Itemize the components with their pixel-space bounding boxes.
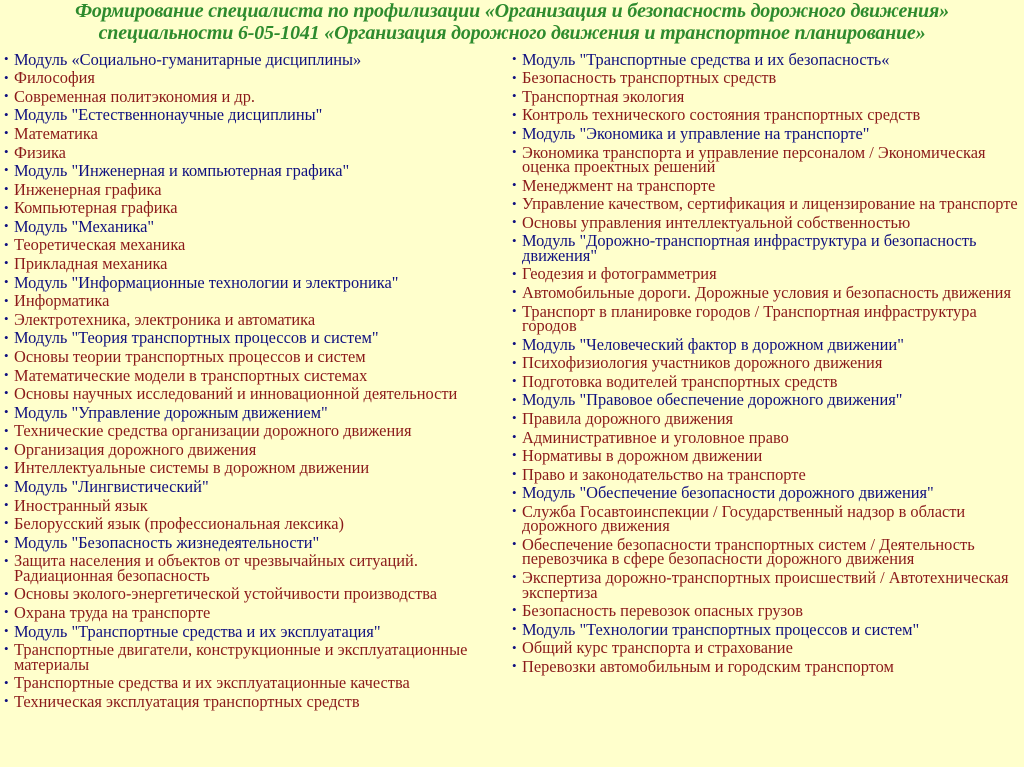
discipline-item (4, 674, 506, 693)
bullet-icon: • (4, 403, 9, 419)
bullet-icon: • (512, 639, 517, 655)
item-text: Информатика (14, 291, 110, 311)
discipline-item (512, 372, 1020, 391)
discipline-item (512, 265, 1020, 284)
bullet-icon: • (4, 674, 9, 690)
discipline-item (4, 143, 506, 162)
bullet-icon: • (4, 604, 9, 620)
bullet-icon: • (512, 658, 517, 674)
title-line-1: Формирование специалиста по профилизации «Организация и безопасность дорожного движения» (75, 0, 949, 22)
item-text: Психофизиология участников дорожного движения (522, 353, 883, 373)
module-item (4, 477, 506, 496)
title-line-2: специальности 6-05-1041 «Организация дорожного движения и транспортное планирование» (98, 22, 926, 44)
discipline-item (512, 446, 1020, 465)
item-text: Модуль "Инженерная и компьютерная графика" (14, 161, 350, 181)
discipline-item (4, 199, 506, 218)
item-text: Модуль "Транспортные средства и их безопасность« (522, 49, 890, 69)
item-text: Иностранный язык (14, 495, 148, 515)
item-text: Модуль "Технологии транспортных процессов и систем" (522, 619, 920, 639)
bullet-icon: • (4, 273, 9, 289)
bullet-icon: • (4, 329, 9, 345)
item-text: Транспортная экология (522, 86, 685, 106)
bullet-icon: • (4, 236, 9, 252)
bullet-icon: • (4, 441, 9, 457)
module-item (4, 403, 506, 422)
discipline-item (512, 143, 1020, 176)
bullet-icon: • (4, 622, 9, 638)
bullet-icon: • (512, 69, 517, 85)
bullet-icon: • (4, 311, 9, 327)
bullet-icon: • (4, 69, 9, 85)
bullet-icon: • (512, 51, 517, 66)
bullet-icon: • (4, 459, 9, 475)
discipline-item (4, 640, 506, 673)
discipline-item (512, 465, 1020, 484)
item-text: Основы эколого-энергетической устойчивости производства (14, 584, 438, 604)
discipline-item (4, 292, 506, 311)
discipline-item (512, 87, 1020, 106)
item-text: Модуль "Теория транспортных процессов и систем" (14, 328, 379, 348)
bullet-icon: • (4, 585, 9, 601)
item-text: Право и законодательство на транспорте (522, 464, 806, 484)
bullet-icon: • (4, 693, 9, 709)
bullet-icon: • (512, 410, 517, 426)
bullet-icon: • (512, 428, 517, 444)
item-text: Технические средства организации дорожного движения (14, 421, 412, 441)
discipline-item (4, 440, 506, 459)
item-text: Организация дорожного движения (14, 439, 257, 459)
item-text: Нормативы в дорожном движении (522, 446, 763, 466)
discipline-item (4, 514, 506, 533)
item-text: Автомобильные дороги. Дорожные условия и безопасность движения (522, 283, 1011, 303)
item-text: Модуль "Лингвистический" (14, 476, 209, 496)
bullet-icon: • (512, 466, 517, 482)
bullet-icon: • (4, 552, 9, 568)
bullet-icon: • (512, 621, 517, 637)
item-text: Философия (14, 68, 95, 88)
item-text: Математические модели в транспортных системах (14, 365, 368, 385)
discipline-item (4, 69, 506, 88)
item-text: Геодезия и фотограмметрия (522, 264, 717, 284)
item-text: Современная политэкономия и др. (14, 86, 256, 106)
bullet-icon: • (4, 496, 9, 512)
item-text: Основы теории транспортных процессов и систем (14, 346, 366, 366)
item-text: Основы научных исследований и инновационной деятельности (14, 384, 458, 404)
bullet-icon: • (4, 255, 9, 271)
bullet-icon: • (512, 391, 517, 407)
discipline-item (512, 195, 1020, 214)
item-text: Экспертиза дорожно-транспортных происшествий / Автотехническая экспертиза (522, 568, 1009, 602)
module-item (512, 391, 1020, 410)
bullet-icon: • (512, 302, 517, 318)
bullet-icon: • (4, 385, 9, 401)
discipline-item (4, 422, 506, 441)
bullet-icon: • (4, 181, 9, 197)
discipline-item (4, 603, 506, 622)
item-text: Физика (14, 142, 66, 162)
discipline-item (512, 428, 1020, 447)
item-text: Перевозки автомобильным и городским транспортом (522, 656, 894, 676)
discipline-item (4, 459, 506, 478)
item-text: Модуль "Обеспечение безопасности дорожного движения" (522, 483, 934, 503)
item-text: Экономика транспорта и управление персоналом / Экономическая оценка проектных решений (522, 142, 986, 177)
bullet-icon: • (512, 602, 517, 618)
bullet-icon: • (4, 534, 9, 550)
module-item (4, 533, 506, 552)
item-text: Защита населения и объектов от чрезвычайных ситуаций. Радиационная безопасность (14, 551, 418, 585)
item-text: Инженерная графика (14, 179, 162, 199)
bullet-icon: • (512, 447, 517, 463)
discipline-item (512, 409, 1020, 428)
item-text: Модуль "Дорожно-транспортная инфраструктура и безопасность движения" (522, 231, 977, 265)
discipline-item (512, 639, 1020, 658)
bullet-icon: • (512, 503, 517, 519)
item-text: Модуль "Естественнонаучные дисциплины" (14, 105, 323, 125)
bullet-icon: • (512, 195, 517, 211)
module-item (512, 620, 1020, 639)
item-text: Безопасность транспортных средств (522, 68, 777, 88)
discipline-item (512, 657, 1020, 676)
discipline-item (4, 585, 506, 604)
module-item (4, 161, 506, 180)
discipline-item (512, 213, 1020, 232)
item-text: Обеспечение безопасности транспортных систем / Деятельность перевозчика в сфере безопасности дорожного движения (522, 534, 975, 569)
module-item (512, 124, 1020, 143)
item-text: Электротехника, электроника и автоматика (14, 309, 316, 329)
module-item (4, 622, 506, 641)
bullet-icon: • (4, 292, 9, 308)
module-item (4, 329, 506, 348)
item-text: Общий курс транспорта и страхование (522, 638, 793, 658)
item-text: Менеджмент на транспорте (522, 175, 716, 195)
discipline-item (512, 283, 1020, 302)
item-text: Основы управления интеллектуальной собственностью (522, 212, 911, 232)
discipline-item (4, 384, 506, 403)
item-text: Подготовка водителей транспортных средств (522, 371, 838, 391)
item-text: Безопасность перевозок опасных грузов (522, 601, 803, 621)
discipline-item (512, 302, 1020, 335)
bullet-icon: • (512, 143, 517, 159)
bullet-icon: • (512, 354, 517, 370)
bullet-icon: • (512, 484, 517, 500)
module-item (4, 217, 506, 236)
bullet-icon: • (4, 51, 9, 66)
discipline-item (512, 502, 1020, 535)
bullet-icon: • (4, 125, 9, 141)
item-text: Техническая эксплуатация транспортных средств (14, 691, 360, 711)
bullet-icon: • (4, 218, 9, 234)
discipline-item (4, 496, 506, 515)
discipline-item (512, 176, 1020, 195)
bullet-icon: • (512, 232, 517, 248)
item-text: Охрана труда на транспорте (14, 602, 211, 622)
item-text: Модуль "Экономика и управление на транспорте" (522, 124, 870, 143)
item-text: Управление качеством, сертификация и лицензирование на транспорте (522, 194, 1018, 214)
bullet-icon: • (4, 199, 9, 215)
bullet-icon: • (512, 214, 517, 230)
discipline-item (4, 236, 506, 255)
item-text: Контроль технического состояния транспортных средств (522, 105, 921, 125)
item-text: Модуль "Транспортные средства и их эксплуатация" (14, 621, 381, 641)
bullet-icon: • (4, 515, 9, 531)
bullet-icon: • (512, 88, 517, 104)
bullet-icon: • (4, 422, 9, 438)
item-text: Модуль "Правовое обеспечение дорожного движения" (522, 390, 903, 410)
bullet-icon: • (4, 366, 9, 382)
item-text: Административное и уголовное право (522, 427, 789, 447)
bullet-icon: • (4, 162, 9, 178)
discipline-item (512, 69, 1020, 88)
bullet-icon: • (512, 125, 517, 141)
item-text: Математика (14, 124, 98, 143)
item-text: Теоретическая механика (14, 235, 186, 255)
bullet-icon: • (512, 265, 517, 281)
module-item (4, 106, 506, 125)
item-text: Белорусский язык (профессиональная лексика) (14, 514, 344, 534)
discipline-item (4, 347, 506, 366)
item-text: Модуль "Управление дорожным движением" (14, 402, 328, 422)
module-item (4, 273, 506, 292)
item-text: Прикладная механика (14, 254, 168, 274)
item-text: Транспорт в планировке городов / Транспортная инфраструктура городов (522, 301, 977, 336)
item-text: Модуль "Безопасность жизнедеятельности" (14, 532, 320, 552)
item-text: Служба Госавтоинспекции / Государственный надзор в области дорожного движения (522, 501, 966, 536)
item-text: Модуль "Механика" (14, 216, 155, 236)
discipline-item (512, 106, 1020, 125)
item-text: Правила дорожного движения (522, 409, 734, 429)
module-item (512, 232, 1020, 265)
discipline-item (4, 552, 506, 585)
right-column-list (512, 50, 1020, 676)
bullet-icon: • (512, 536, 517, 552)
discipline-item (4, 124, 506, 143)
bullet-icon: • (4, 478, 9, 494)
discipline-item (4, 310, 506, 329)
bullet-icon: • (512, 569, 517, 585)
left-column-list (4, 50, 506, 711)
module-item (512, 50, 1020, 69)
bullet-icon: • (512, 336, 517, 352)
module-item (512, 335, 1020, 354)
discipline-item (512, 601, 1020, 620)
item-text: Компьютерная графика (14, 198, 178, 218)
item-text: Транспортные средства и их эксплуатационные качества (14, 673, 410, 693)
discipline-item (4, 692, 506, 711)
discipline-item (512, 354, 1020, 373)
bullet-icon: • (4, 88, 9, 104)
module-item (512, 484, 1020, 503)
discipline-item (4, 180, 506, 199)
bullet-icon: • (4, 143, 9, 159)
discipline-item (512, 535, 1020, 568)
discipline-item (4, 366, 506, 385)
module-item (4, 50, 506, 69)
bullet-icon: • (4, 348, 9, 364)
discipline-item (512, 568, 1020, 601)
bullet-icon: • (4, 106, 9, 122)
bullet-icon: • (4, 641, 9, 657)
bullet-icon: • (512, 284, 517, 300)
bullet-icon: • (512, 176, 517, 192)
discipline-item (4, 87, 506, 106)
item-text: Модуль "Информационные технологии и электроника" (14, 272, 399, 292)
item-text: Модуль "Человеческий фактор в дорожном движении" (522, 334, 904, 354)
bullet-icon: • (512, 106, 517, 122)
item-text: Транспортные двигатели, конструкционные и эксплуатационные материалы (14, 640, 468, 674)
item-text: Модуль «Социально-гуманитарные дисциплины» (14, 49, 362, 69)
item-text: Интеллектуальные системы в дорожном движении (14, 458, 370, 478)
bullet-icon: • (512, 373, 517, 389)
discipline-item (4, 254, 506, 273)
page-title (0, 0, 1024, 44)
